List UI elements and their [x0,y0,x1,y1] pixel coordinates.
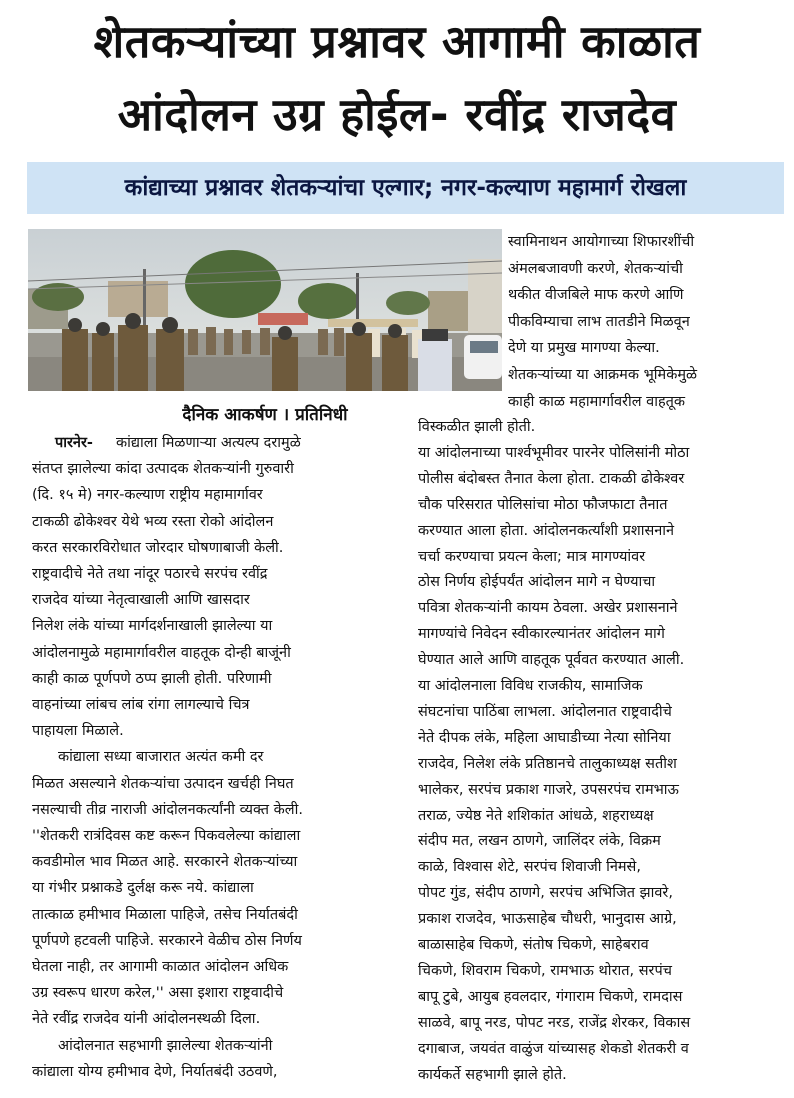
article-line: प्रकाश राजदेव, भाऊसाहेब चौधरी, भानुदास आग्रे, [418,911,677,928]
subheadline-bar [27,162,784,214]
article-line: राजदेव, निलेश लंके प्रतिष्ठानचे तालुकाध्यक्ष सतीश [418,755,677,772]
article-line: नेते रवींद्र राजदेव यांनी आंदोलनस्थळी दिला. [32,1011,261,1028]
article-line: भालेकर, सरपंच प्रकाश गाजरे, उपसरपंच रामभाऊ [418,781,679,798]
article-line: या आंदोलनाला विविध राजकीय, सामाजिक [418,678,643,694]
article-line: कांद्याला मिळणाऱ्या अत्यल्प दरामुळे [116,435,301,451]
article-line: चर्चा करण्याचा प्रयत्न केला; मात्र मागण्यांवर [418,548,646,565]
article-line: विस्कळीत झाली होती. [418,419,536,435]
article-line: थकीत वीजबिले माफ करणे आणि [508,287,684,304]
article-line: कवडीमोल भाव मिळत आहे. सरकारने शेतकऱ्यांच्या [32,854,298,871]
news-photo [28,229,502,391]
article-line: उग्र स्वरूप धारण करेल,'' असा इशारा राष्ट्रवादीचे [32,985,284,1002]
article-line: शेतकऱ्यांच्या या आक्रमक भूमिकेमुळे [508,367,698,383]
article-line: वाहनांच्या लांबच लांब रांगा लागल्याचे चित्र [32,697,250,713]
article-line: ''शेतकरी रात्रंदिवस कष्ट करून पिकवलेल्या कांद्याला [32,828,301,844]
article-line: काही काळ पूर्णपणे ठप्प झाली होती. परिणामी [32,670,272,687]
article-line: तराळ, ज्येष्ठ नेते शशिकांत आंधळे, शहराध्यक्ष [418,807,654,824]
article-line: या गंभीर प्रश्नाकडे दुर्लक्ष करू नये. कांद्याला [32,880,254,897]
article-line: ठोस निर्णय होईपर्यंत आंदोलन मागे न घेण्याचा [418,574,656,591]
article-line: मागण्यांचे निवेदन स्वीकारल्यानंतर आंदोलन मागे [418,626,665,643]
article-line: पोलीस बंदोबस्त तैनात केला होता. टाकळी ढोकेश्वर [418,470,685,487]
article-line: चौक परिसरात पोलिसांचा मोठा फौजफाटा तैनात [418,496,668,513]
article-line: आंदोलनामुळे महामार्गावरील वाहतूक दोन्ही बाजूंनी [32,644,291,661]
article-line: काळे, विश्वास शेटे, सरपंच शिवाजी निमसे, [418,859,641,876]
article-line: कांद्याला योग्य हमीभाव देणे, निर्यातबंदी उठवणे, [32,1063,278,1080]
article-line: घेण्यात आले आणि वाहतूक पूर्ववत करण्यात आली. [418,652,685,669]
article-line: दगाबाज, जयवंत वाळुंज यांच्यासह शेकडो शेतकरी व [418,1040,689,1057]
article-line: राष्ट्रवादीचे नेते तथा नांदूर पठारचे सरपंच रवींद्र [32,566,268,582]
article-line: तात्काळ हमीभाव मिळाला पाहिजे, तसेच निर्यातबंदी [32,906,298,923]
article-line: पोपट गुंड, संदीप ठाणगे, सरपंच अभिजित झावरे, [418,885,673,902]
article-line: देणे या प्रमुख मागण्या केल्या. [508,340,660,357]
article-line: पवित्रा शेतकऱ्यांनी कायम ठेवला. अखेर प्रशासनाने [418,600,678,617]
article-line: संतप्त झालेल्या कांदा उत्पादक शेतकऱ्यांनी गुरुवारी [32,461,294,478]
article-line: (दि. १५ मे) नगर-कल्याण राष्ट्रीय महामार्गावर [32,487,263,504]
article-line: करण्यात आला होता. आंदोलनकर्त्यांशी प्रशासनाने [418,522,675,539]
article-line: संदीप मत, लखन ठाणगे, जालिंदर लंके, विक्रम [418,833,661,850]
article-line: राजदेव यांच्या नेतृत्वाखाली आणि खासदार [32,592,250,609]
article-line: आंदोलनात सहभागी झालेल्या शेतकऱ्यांनी [58,1037,273,1054]
article-line: पाहायला मिळाले. [32,723,124,740]
article-line: पीकविम्याचा लाभ तातडीने मिळवून [508,313,690,330]
article-line: बाळासाहेब चिकणे, संतोष चिकणे, साहेबराव [418,937,649,953]
article-line: घेतला नाही, तर आगामी काळात आंदोलन अधिक [32,959,289,975]
subheadline: कांद्याच्या प्रश्नावर शेतकऱ्यांचा एल्गार; नगर-कल्याण महामार्ग रोखला [124,175,687,201]
article-line: नेते दीपक लंके, महिला आघाडीच्या नेत्या सोनिया [418,729,671,746]
article-line: कांद्याला सध्या बाजारात अत्यंत कमी दर [58,749,264,766]
article-line: अंमलबजावणी करणे, शेतकऱ्यांची [508,260,683,277]
article-line: स्वामिनाथन आयोगाच्या शिफारशींची [508,234,695,250]
article-line: चिकणे, शिवराम चिकणे, रामभाऊ थोरात, सरपंच [418,962,672,979]
article-line: संघटनांचा पाठिंबा लाभला. आंदोलनात राष्ट्रवादीचे [418,703,672,720]
article-line: कार्यकर्ते सहभागी झाले होते. [418,1066,567,1083]
dateline: पारनेर- [55,435,93,451]
article-line: काही काळ महामार्गावरील वाहतूक [508,393,686,410]
byline: दैनिक आकर्षण । प्रतिनिधी [182,405,348,425]
article-line: टाकळी ढोकेश्वर येथे भव्य रस्ता रोको आंदोलन [32,513,274,530]
headline-line-2: आंदोलन उग्र होईल- रवींद्र राजदेव [117,88,677,141]
article-line: नसल्याची तीव्र नाराजी आंदोलनकर्त्यांनी व्यक्त केली. [32,801,303,818]
article-line: या आंदोलनाच्या पार्श्वभूमीवर पारनेर पोलिसांनी मोठा [418,444,690,461]
article-line: साळवे, बापू नरड, पोपट नरड, राजेंद्र शेरकर, विकास [418,1014,691,1031]
article-line: मिळत असल्याने शेतकऱ्यांचा उत्पादन खर्चही निघत [32,775,294,792]
article-line: बापू टुबे, आयुब हवलदार, गंगाराम चिकणे, रामदास [418,988,683,1005]
article-line: निलेश लंके यांच्या मार्गदर्शनाखाली झालेल्या या [32,618,273,635]
article-line: पूर्णपणे हटवली पाहिजे. सरकारने वेळीच ठोस निर्णय [32,932,302,949]
headline-line-1: शेतकऱ्यांच्या प्रश्नावर आगामी काळात [93,15,701,68]
article-line: करत सरकारविरोधात जोरदार घोषणाबाजी केली. [32,539,284,556]
